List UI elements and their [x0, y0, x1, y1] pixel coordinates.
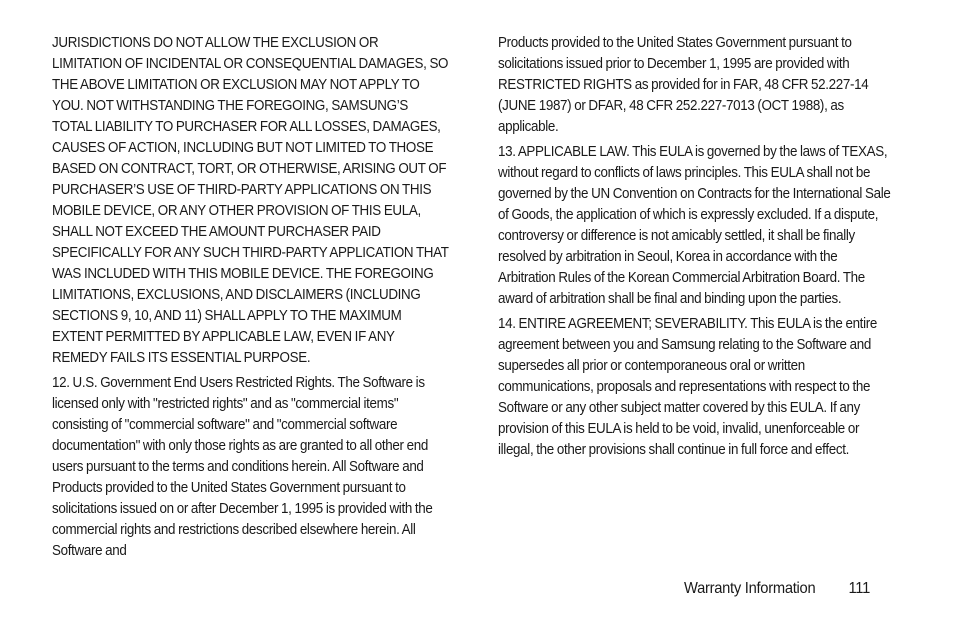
footer-section-title: Warranty Information [684, 580, 816, 597]
paragraph-liability-limitation: JURISDICTIONS DO NOT ALLOW THE EXCLUSION OR LIMITATION OF INCIDENTAL OR CONSEQUENTIAL DAMAGES, SO THE ABOVE LIMITATION OR EXCLUSION MAY NOT APPLY TO YOU. NOT WITHSTANDING THE FOREGOING, SAMSUNG’S TOTAL LIABILITY TO PURCHASER FOR ALL LOSSES, DAMAGES, CAUSES OF ACTION, INCLUDING BUT NOT LIMITED TO THOSE BASED ON CONTRACT, TORT, OR OTHERWISE, ARISING OUT OF PURCHASER’S USE OF THIRD-PARTY APPLICATIONS ON THIS MOBILE DEVICE, OR ANY OTHER PROVISION OF THIS EULA, SHALL NOT EXCEED THE AMOUNT PURCHASER PAID SPECIFICALLY FOR ANY SUCH THIRD-PARTY APPLICATION THAT WAS INCLUDED WITH THIS MOBILE DEVICE. THE FOREGOING LIMITATIONS, EXCLUSIONS, AND DISCLAIMERS (INCLUDING SECTIONS 9, 10, AND 11) SHALL APPLY TO THE MAXIMUM EXTENT PERMITTED BY APPLICABLE LAW, EVEN IF ANY REMEDY FAILS ITS ESSENTIAL PURPOSE. [52, 35, 449, 366]
left-column [52, 33, 450, 566]
page-number: 111 [848, 580, 871, 597]
paragraph-applicable-law: 13. APPLICABLE LAW. This EULA is governed by the laws of TEXAS, without regard to conflicts of laws principles. This EULA shall not be governed by the UN Convention on Contracts for the International Sale of Goods, the application of which is expressly excluded. If a dispute, controversy or difference is not amicably settled, it shall be finally resolved by arbitration in Seoul, Korea in accordance with the Arbitration Rules of the Korean Commercial Arbitration Board. The award of arbitration shall be final and binding upon the parties. [498, 144, 891, 307]
right-column [498, 33, 896, 465]
paragraph-entire-agreement: 14. ENTIRE AGREEMENT; SEVERABILITY. This EULA is the entire agreement between you and Samsung relating to the Software and supersedes all prior or contemporaneous oral or written communications, proposals and representations with respect to the Software or any other subject matter covered by this EULA. If any provision of this EULA is held to be void, invalid, unenforceable or illegal, the other provisions shall continue in full force and effect. [498, 316, 877, 458]
paragraph-government-rights-continued: Products provided to the United States Government pursuant to solicitations issued prior to December 1, 1995 are provided with RESTRICTED RIGHTS as provided for in FAR, 48 CFR 52.227-14 (JUNE 1987) or DFAR, 48 CFR 252.227-7013 (OCT 1988), as applicable. [498, 35, 869, 135]
page-footer [684, 578, 870, 600]
paragraph-government-rights: 12. U.S. Government End Users Restricted Rights. The Software is licensed only with "restricted rights" and as "commercial items" consisting of "commercial software" and "commercial software documentation" with only those rights as are granted to all other end users pursuant to the terms and conditions herein. All Software and Products provided to the United States Government pursuant to solicitations issued on or after December 1, 1995 is provided with the commercial rights and restrictions described elsewhere herein. All Software and [52, 375, 433, 559]
